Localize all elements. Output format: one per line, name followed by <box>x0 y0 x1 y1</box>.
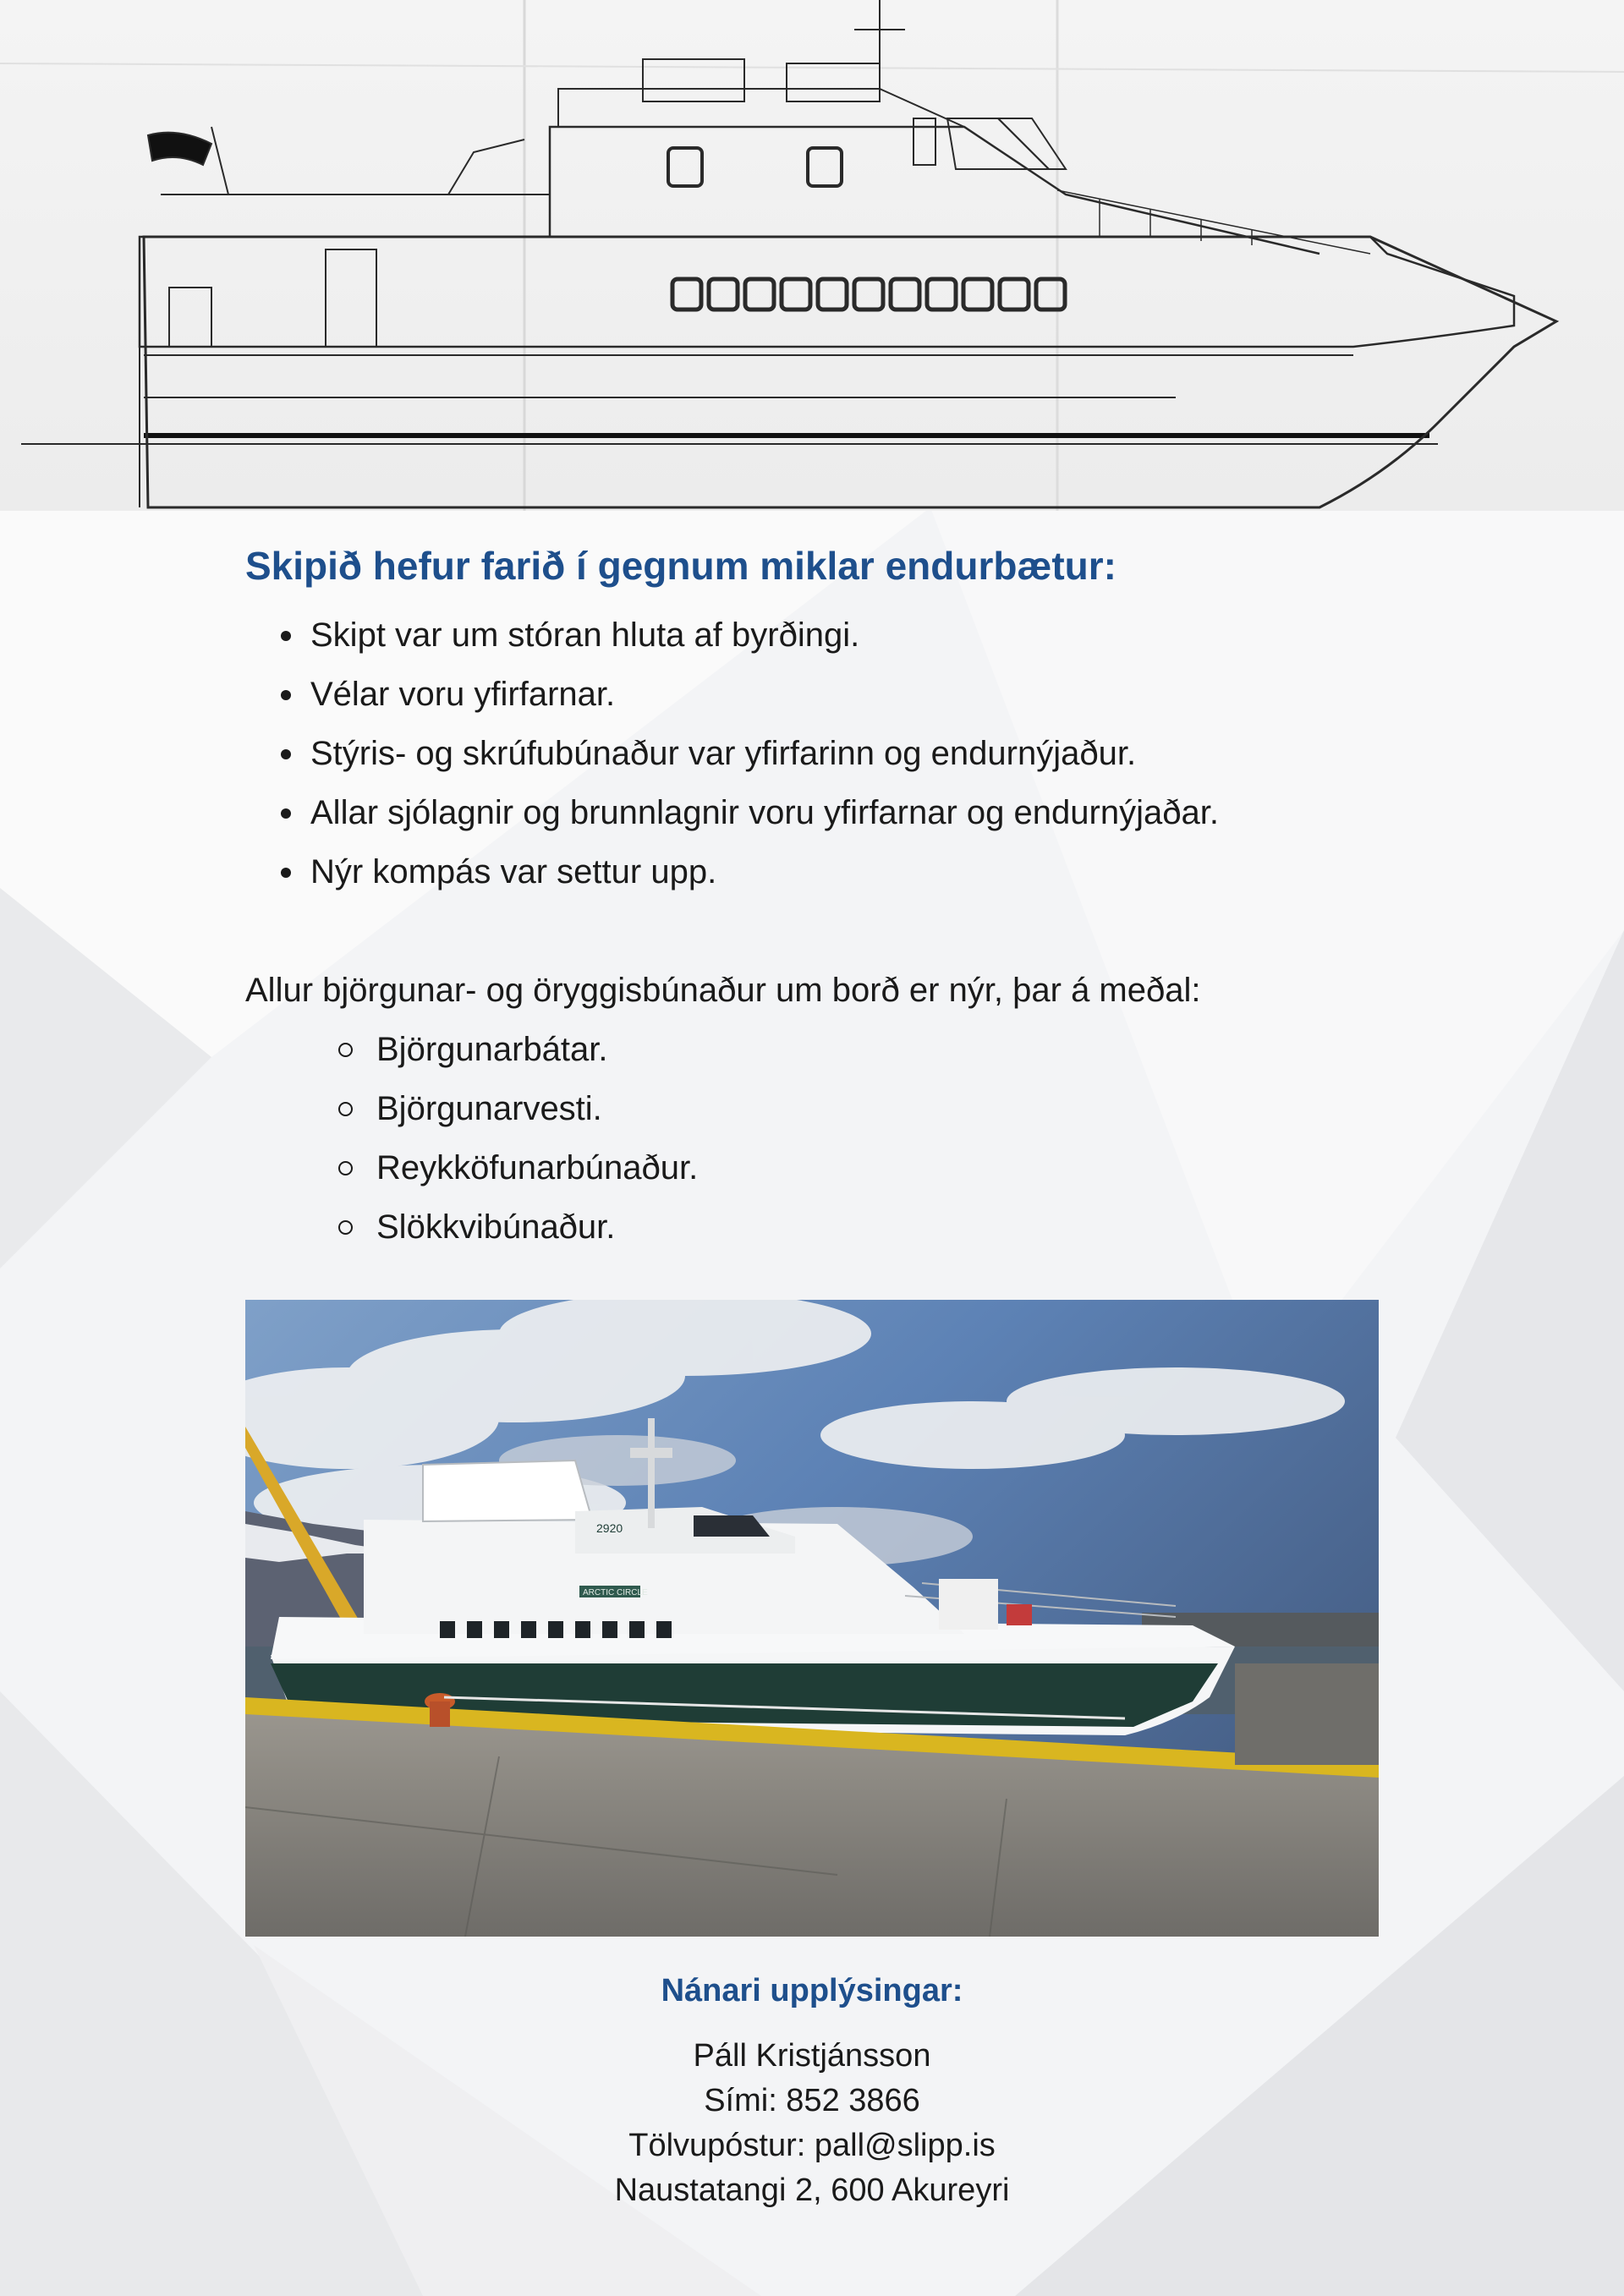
improvements-list <box>245 606 1379 901</box>
list-item: Nýr kompás var settur upp. <box>281 842 1379 901</box>
ship-photo <box>245 1300 1379 1937</box>
contact-name: Páll Kristjánsson <box>693 2038 931 2074</box>
contact-block <box>245 1970 1379 2213</box>
list-item: Reykköfunarbúnaður. <box>338 1138 1379 1197</box>
ship-technical-drawing <box>0 0 1624 511</box>
list-item: Slökkvibúnaður. <box>338 1197 1379 1257</box>
safety-intro: Allur björgunar- og öryggisbúnaður um borð er nýr, þar á meðal: <box>245 971 1201 1009</box>
list-item: Skipt var um stóran hluta af byrðingi. <box>281 606 1379 665</box>
list-item: Vélar voru yfirfarnar. <box>281 665 1379 724</box>
contact-phone: Sími: 852 3866 <box>704 2083 920 2119</box>
ship-name-sign: ARCTIC CIRCLE <box>583 1588 648 1597</box>
improvements-heading: Skipið hefur farið í gegnum miklar endurbætur: <box>245 544 1116 588</box>
list-item: Allar sjólagnir og brunnlagnir voru yfirfarnar og endurnýjaðar. <box>281 783 1379 842</box>
contact-email: Tölvupóstur: pall@slipp.is <box>628 2128 996 2164</box>
hull-number: 2920 <box>596 1521 623 1535</box>
main-content <box>245 541 1379 1257</box>
list-item: Björgunarvesti. <box>338 1079 1379 1138</box>
contact-address: Naustatangi 2, 600 Akureyri <box>614 2173 1010 2209</box>
contact-heading: Nánari upplýsingar: <box>661 1973 963 2008</box>
safety-list <box>245 1020 1379 1257</box>
list-item: Stýris- og skrúfubúnaður var yfirfarinn og endurnýjaður. <box>281 724 1379 783</box>
list-item: Björgunarbátar. <box>338 1020 1379 1079</box>
